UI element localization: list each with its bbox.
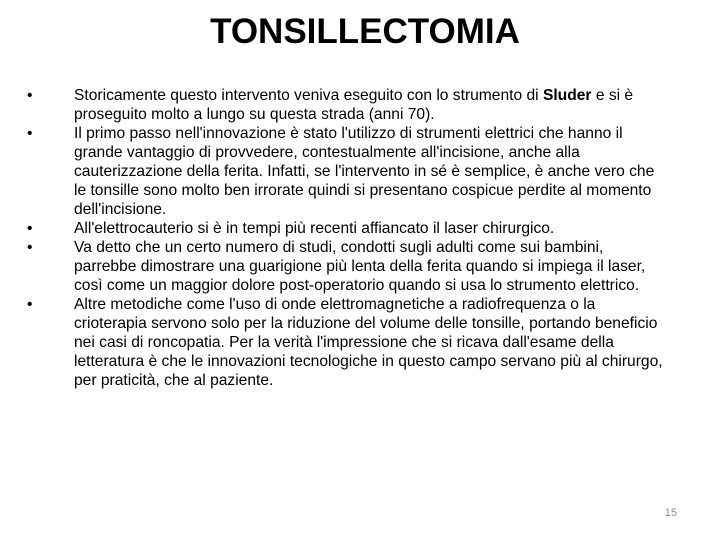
bullet-2-text: Il primo passo nell'innovazione è stato l'utilizzo di strumenti elettrici che hanno il grande vantaggio di provvedere, contestualmente all'incisione, anche alla cauterizzazione della ferita. Infatti, se l'intervento in sé è semplice, è anche vero che le tonsille sono molto ben irrorate quindi si presentano cospicue perdite al momento dell'incisione. (74, 125, 655, 218)
bullet-1-emphasis: Sluder (542, 87, 592, 104)
bullet-dot-icon: • (27, 296, 33, 313)
bullet-dot-icon: • (27, 125, 33, 142)
slide-title: TONSILLECTOMIA (210, 12, 520, 51)
bullet-dot-icon: • (27, 87, 33, 104)
bullet-5-text: Altre metodiche come l'uso di onde elettromagnetiche a radiofrequenza o la crioterapia servono solo per la riduzione del volume delle tonsille, portando beneficio nei casi di roncopatia. Per la verità l'impressione che si ricava dall'esame della letteratura è che le innovazioni tecnologiche in questo campo servano più al chirurgo, per praticità, che al paziente. (74, 296, 663, 389)
bullet-item-4 (27, 238, 667, 295)
bullet-3-text: All'elettrocauterio si è in tempi più recenti affiancato il laser chirurgico. (74, 220, 555, 237)
bullet-item-2 (27, 124, 667, 219)
bullet-1-text-before: Storicamente questo intervento veniva eseguito con lo strumento di (74, 87, 543, 104)
bullet-item-5 (27, 295, 667, 390)
bullet-dot-icon: • (27, 239, 33, 256)
bullet-4-text: Va detto che un certo numero di studi, condotti sugli adulti come sui bambini, parrebbe dimostrare una guarigione più lenta della ferita quando si impiega il laser, così come un maggior dolore post-operatorio quando si usa lo strumento elettrico. (74, 239, 646, 294)
bullet-item-3 (27, 219, 667, 238)
bullet-list (27, 86, 667, 390)
bullet-dot-icon: • (27, 220, 33, 237)
page-number: 15 (664, 507, 677, 519)
bullet-item-1 (27, 86, 667, 124)
bullet-1-text-after: e si è proseguito molto a lungo su questa strada (anni 70). (74, 87, 634, 123)
